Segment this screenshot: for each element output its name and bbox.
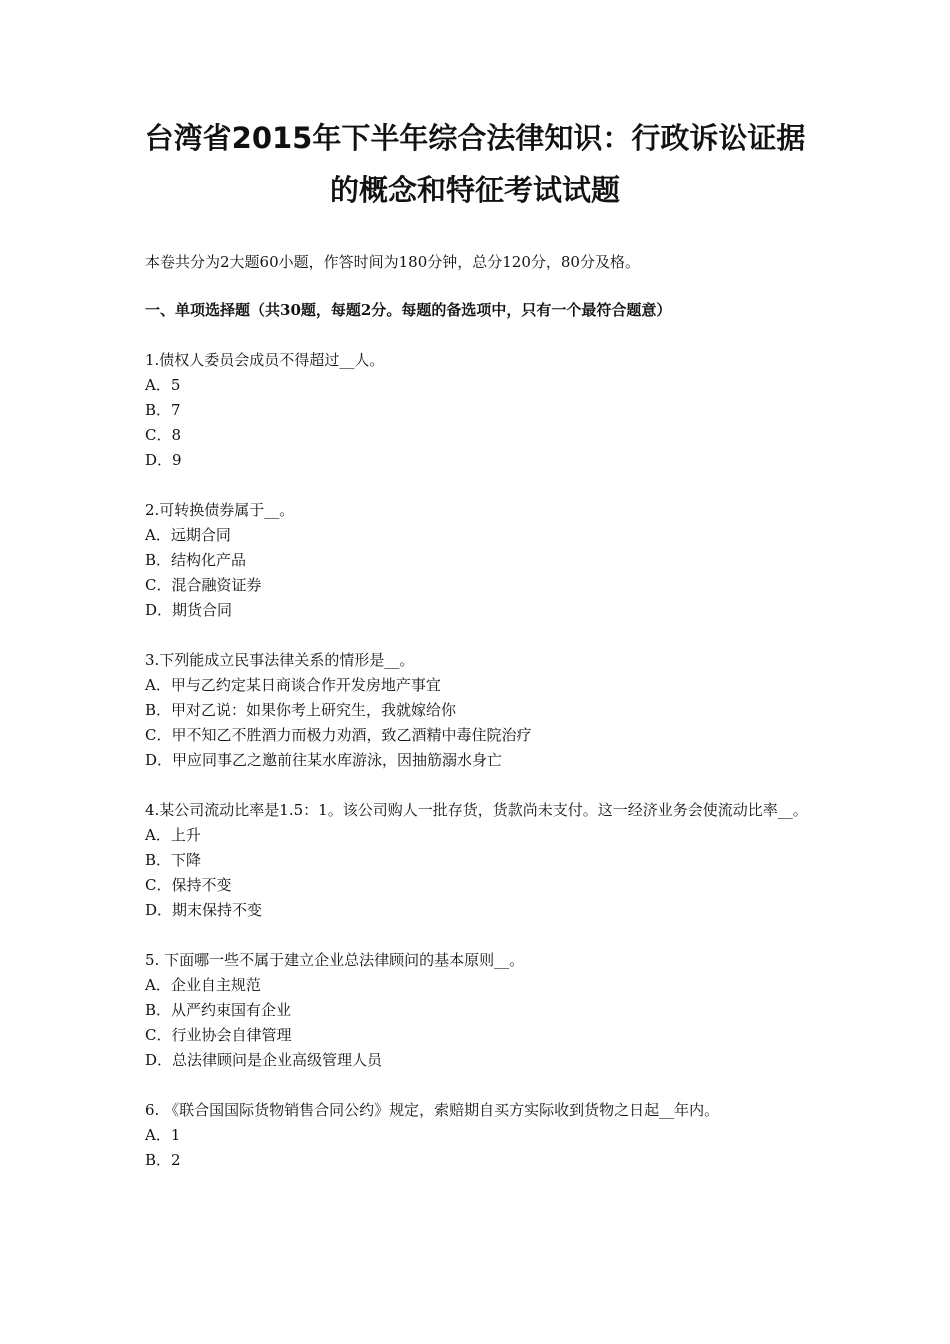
question-stem: 6. 《联合国国际货物销售合同公约》规定，索赔期自买方实际收到货物之日起__年内。 [145, 1101, 720, 1119]
answer-option: B．下降 [145, 851, 202, 869]
exam-intro: 本卷共分为2大题60小题，作答时间为180分钟，总分120分，80分及格。 [145, 253, 640, 271]
answer-option: C．甲不知乙不胜酒力而极力劝酒，致乙酒精中毒住院治疗 [145, 726, 532, 744]
question-stem: 1.债权人委员会成员不得超过__人。 [145, 351, 385, 369]
title-line-1: 台湾省2015年下半年综合法律知识：行政诉讼证据 [144, 121, 806, 155]
document-title [0, 112, 950, 216]
answer-option: B．从严约束国有企业 [145, 1001, 292, 1019]
question-item [145, 1098, 817, 1173]
answer-option: A．甲与乙约定某日商谈合作开发房地产事宜 [145, 676, 441, 694]
question-item [145, 648, 817, 773]
answer-option: A．上升 [145, 826, 201, 844]
answer-option: B．2 [145, 1151, 181, 1169]
title-line-2: 的概念和特征考试试题 [329, 173, 620, 207]
answer-option: A．1 [145, 1126, 181, 1144]
answer-option: D．期货合同 [145, 601, 233, 619]
answer-option: C．混合融资证券 [145, 576, 262, 594]
question-item [145, 948, 817, 1073]
answer-option: D．甲应同事乙之邀前往某水库游泳，因抽筋溺水身亡 [145, 751, 503, 769]
answer-option: D．总法律顾问是企业高级管理人员 [145, 1051, 383, 1069]
question-stem: 3.下列能成立民事法律关系的情形是__。 [145, 651, 415, 669]
answer-option: C．行业协会自律管理 [145, 1026, 292, 1044]
answer-option: A．企业自主规范 [145, 976, 261, 994]
section-heading: 一、单项选择题（共30题，每题2分。每题的备选项中，只有一个最符合题意） [145, 301, 672, 319]
answer-option: C．保持不变 [145, 876, 232, 894]
question-item [145, 798, 817, 923]
answer-option: B．结构化产品 [145, 551, 247, 569]
answer-option: D．9 [145, 451, 182, 469]
question-item [145, 498, 817, 623]
answer-option: B．甲对乙说：如果你考上研究生，我就嫁给你 [145, 701, 457, 719]
answer-option: D．期末保持不变 [145, 901, 263, 919]
answer-option: C．8 [145, 426, 182, 444]
answer-option: B．7 [145, 401, 181, 419]
question-stem: 4.某公司流动比率是1.5：1。该公司购人一批存货，货款尚未支付。这一经济业务会使流动比率__。 [145, 801, 808, 819]
question-stem: 2.可转换债券属于__。 [145, 501, 295, 519]
question-stem: 5. 下面哪一些不属于建立企业总法律顾问的基本原则__。 [145, 951, 525, 969]
answer-option: A．5 [145, 376, 181, 394]
answer-option: A．远期合同 [145, 526, 231, 544]
question-list [145, 348, 817, 1198]
question-item [145, 348, 817, 473]
